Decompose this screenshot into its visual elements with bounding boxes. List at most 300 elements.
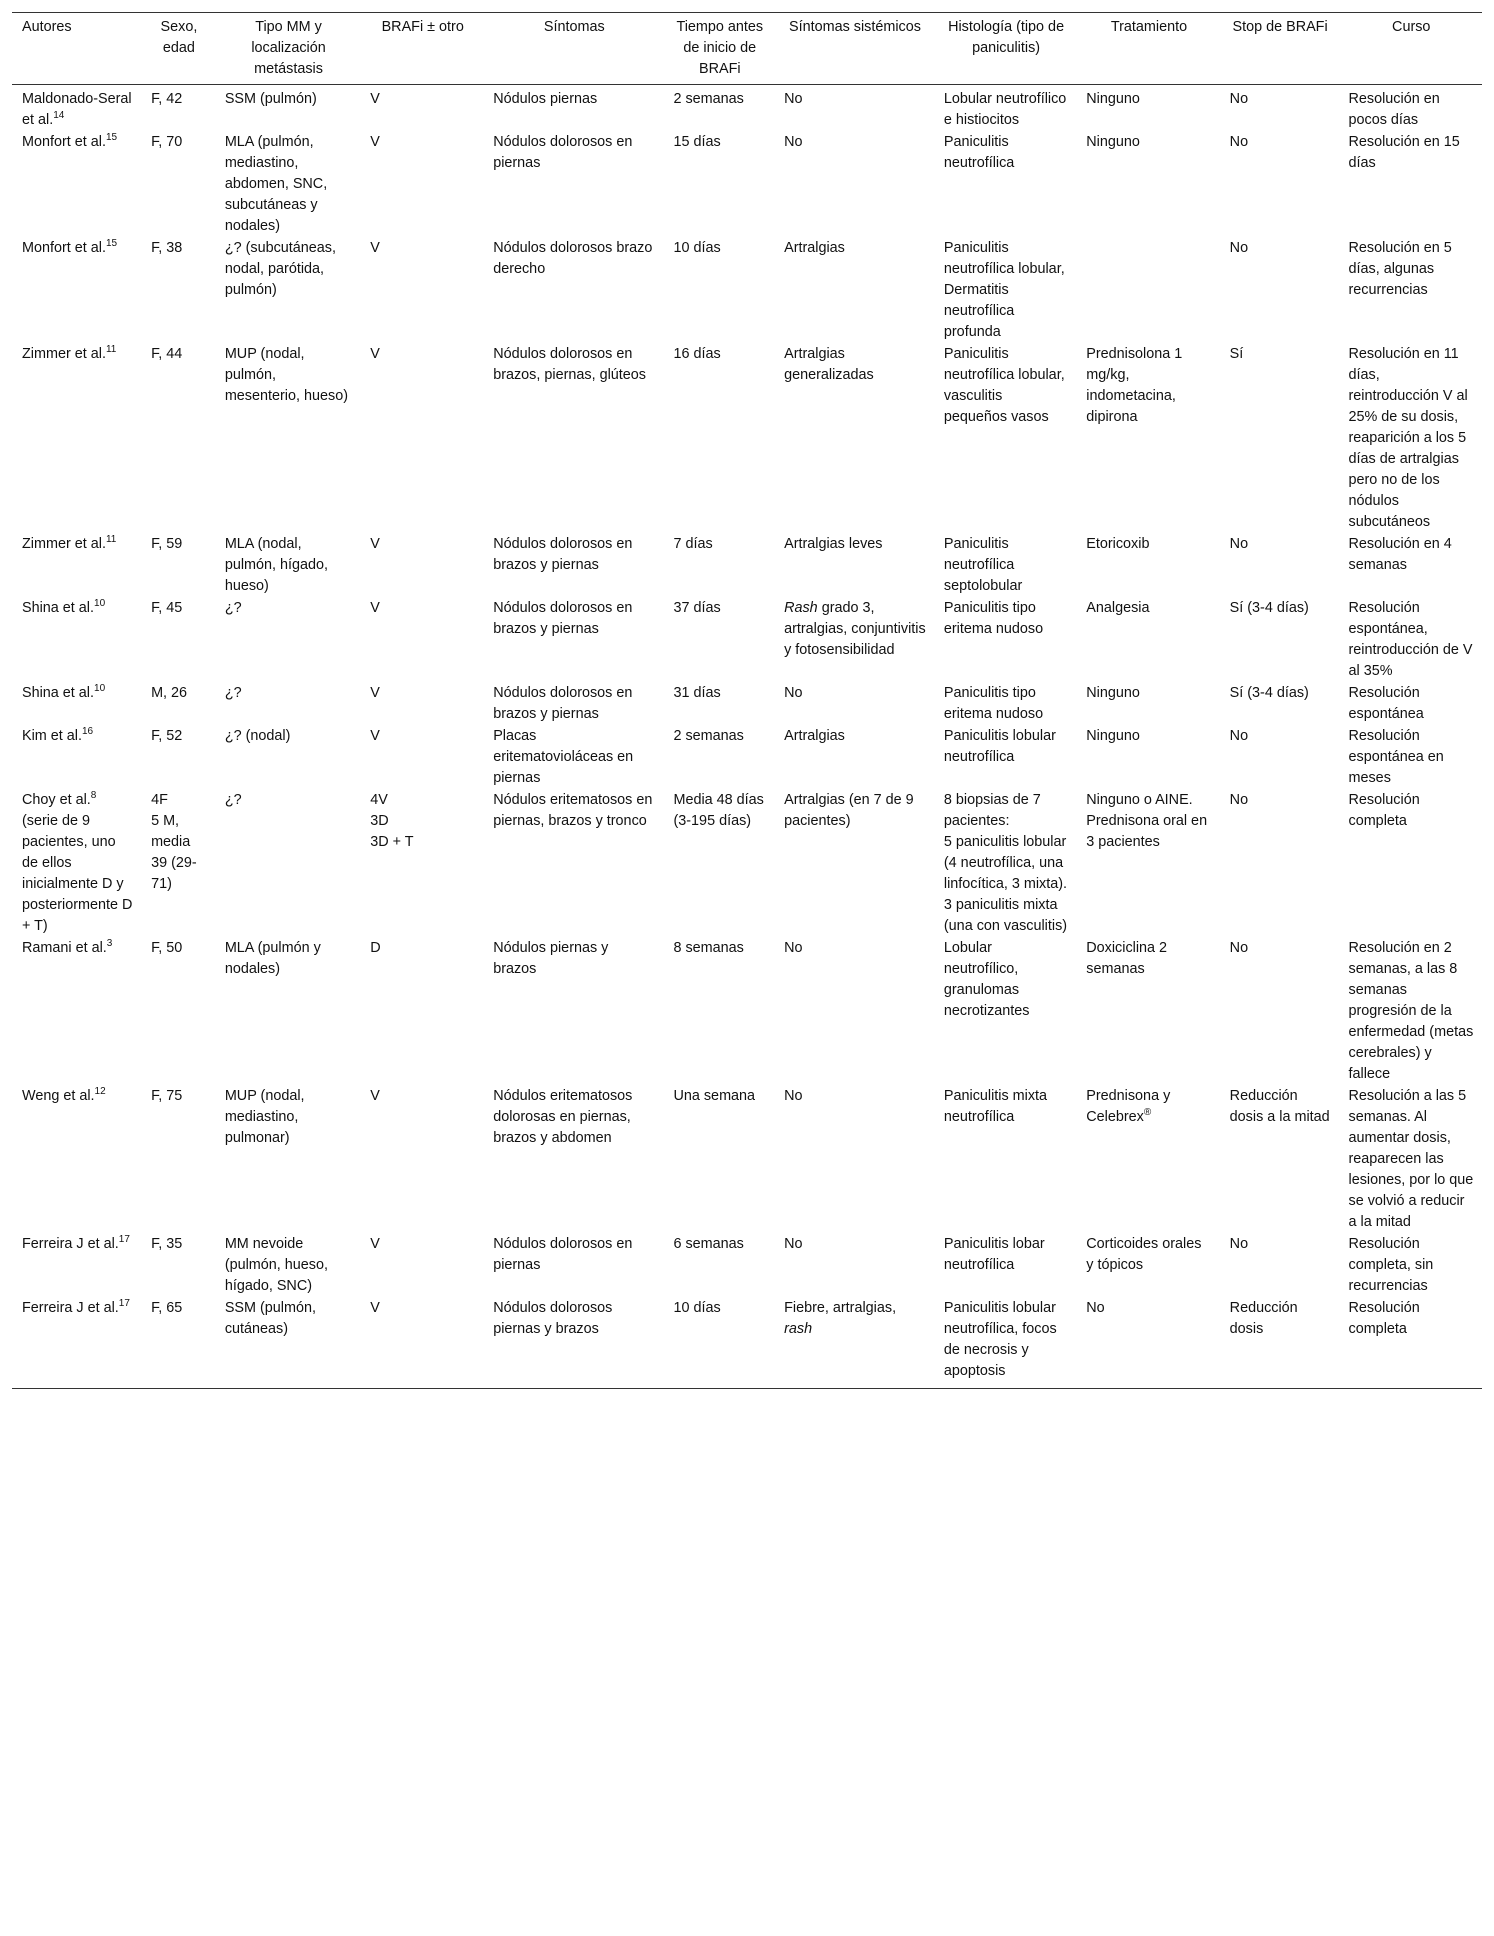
cell-sex-age	[141, 597, 215, 682]
cell-treatment	[1076, 789, 1219, 937]
symptoms-value: Nódulos dolorosos en piernas	[493, 1236, 633, 1273]
header-sex-age: Sexo, edad	[141, 13, 215, 85]
reference-number: 14	[53, 110, 65, 122]
mm-type-value: SSM (pulmón, cutáneas)	[224, 1300, 316, 1337]
table-row	[12, 1297, 1482, 1389]
cell-treatment	[1076, 597, 1219, 682]
symptoms-value: Nódulos dolorosos en brazos y piernas	[493, 536, 633, 573]
course-value: Resolución espontánea, reintroducción de V al 35%	[1348, 600, 1473, 679]
systemic-value: No	[784, 91, 803, 107]
cell-course	[1339, 725, 1483, 789]
cell-histology	[934, 725, 1076, 789]
author-name: Zimmer et al.	[22, 346, 106, 362]
author-name: Ferreira J et al.	[22, 1300, 119, 1316]
cell-mm-type	[215, 789, 360, 937]
systemic-value: Artralgias	[784, 728, 845, 744]
stop-value: No	[1229, 940, 1249, 956]
table-row	[12, 1233, 1482, 1297]
registered-mark: ®	[1143, 1107, 1152, 1119]
histology-value: Paniculitis lobar neutrofílica	[943, 1236, 1045, 1273]
cell-mm-type	[215, 1297, 360, 1389]
reference-number: 10	[94, 598, 106, 610]
treatment-value: Ninguno	[1086, 728, 1140, 744]
stop-value: No	[1229, 240, 1249, 256]
cell-authors	[12, 1297, 141, 1389]
symptoms-value: Nódulos dolorosos en brazos y piernas	[493, 685, 633, 722]
sex-age-value: F, 42	[151, 91, 183, 107]
systemic-emphasis: Rash	[784, 600, 818, 616]
cell-time	[663, 682, 774, 725]
brafi-value: V	[370, 728, 380, 744]
cell-time	[663, 937, 774, 1085]
cell-stop	[1220, 1297, 1339, 1389]
table-row	[12, 131, 1482, 237]
cell-treatment	[1076, 131, 1219, 237]
cell-treatment	[1076, 937, 1219, 1085]
cell-course	[1339, 533, 1483, 597]
header-authors: Autores	[12, 13, 141, 85]
cell-symptoms	[483, 725, 663, 789]
histology-value: Paniculitis lobular neutrofílica	[943, 728, 1056, 765]
table-row	[12, 533, 1482, 597]
systemic-value: Artralgias	[784, 240, 845, 256]
sex-age-value: M, 26	[151, 685, 188, 701]
systemic-value: No	[784, 134, 803, 150]
time-value: 2 semanas	[673, 91, 744, 107]
cell-systemic	[774, 131, 934, 237]
stop-value: No	[1229, 91, 1249, 107]
systemic-value: grado 3, artralgias, conjuntivitis y fotosensibilidad	[784, 600, 926, 658]
symptoms-value: Nódulos dolorosos piernas y brazos	[493, 1300, 613, 1337]
sex-age-value: F, 35	[151, 1236, 183, 1252]
cell-authors	[12, 725, 141, 789]
cell-stop	[1220, 725, 1339, 789]
symptoms-value: Nódulos eritematosos dolorosas en piernas, brazos y abdomen	[493, 1088, 633, 1146]
author-name: Weng et al.	[22, 1088, 95, 1104]
cell-stop	[1220, 237, 1339, 343]
mm-type-value: MLA (pulmón, mediastino, abdomen, SNC, subcutáneas y nodales)	[224, 134, 328, 234]
brafi-value: V	[370, 346, 380, 362]
cell-sex-age	[141, 682, 215, 725]
author-name: Kim et al.	[22, 728, 82, 744]
cell-histology	[934, 789, 1076, 937]
sex-age-value: 4F 5 M, media 39 (29-71)	[151, 792, 197, 892]
reference-number: 17	[118, 1298, 130, 1310]
cell-authors	[12, 789, 141, 937]
sex-age-value: F, 44	[151, 346, 183, 362]
course-value: Resolución en pocos días	[1348, 91, 1440, 128]
cell-time	[663, 343, 774, 533]
sex-age-value: F, 65	[151, 1300, 183, 1316]
cell-symptoms	[483, 789, 663, 937]
stop-value: Reducción dosis	[1229, 1300, 1298, 1337]
cell-histology	[934, 597, 1076, 682]
cell-course	[1339, 937, 1483, 1085]
symptoms-value: Nódulos eritematosos en piernas, brazos y tronco	[493, 792, 653, 829]
histology-value: Paniculitis mixta neutrofílica	[943, 1088, 1048, 1125]
symptoms-value: Placas eritematovioláceas en piernas	[493, 728, 634, 786]
treatment-value: Ninguno	[1086, 685, 1140, 701]
brafi-value: 4V 3D 3D + T	[370, 792, 414, 850]
cell-course	[1339, 1233, 1483, 1297]
brafi-value: D	[370, 940, 381, 956]
cell-brafi	[360, 1233, 483, 1297]
cell-stop	[1220, 1233, 1339, 1297]
brafi-value: V	[370, 600, 380, 616]
cell-time	[663, 1297, 774, 1389]
cell-brafi	[360, 597, 483, 682]
cell-histology	[934, 682, 1076, 725]
treatment-value: Prednisolona 1 mg/kg, indometacina, dipirona	[1086, 346, 1183, 425]
cell-sex-age	[141, 1085, 215, 1233]
cell-authors	[12, 343, 141, 533]
cell-time	[663, 131, 774, 237]
systemic-value: Artralgias (en 7 de 9 pacientes)	[784, 792, 914, 829]
course-value: Resolución en 2 semanas, a las 8 semanas progresión de la enfermedad (metas cerebrales) y fallece	[1348, 940, 1474, 1082]
cell-sex-age	[141, 1233, 215, 1297]
cell-symptoms	[483, 533, 663, 597]
brafi-value: V	[370, 1236, 380, 1252]
cell-course	[1339, 789, 1483, 937]
cell-brafi	[360, 682, 483, 725]
symptoms-value: Nódulos dolorosos brazo derecho	[493, 240, 653, 277]
cell-systemic	[774, 533, 934, 597]
cell-treatment	[1076, 1233, 1219, 1297]
cell-mm-type	[215, 237, 360, 343]
stop-value: Reducción dosis a la mitad	[1229, 1088, 1330, 1125]
table-row	[12, 682, 1482, 725]
cell-authors	[12, 237, 141, 343]
header-stop: Stop de BRAFi	[1220, 13, 1339, 85]
cell-systemic	[774, 343, 934, 533]
time-value: Una semana	[673, 1088, 756, 1104]
mm-type-value: ¿? (nodal)	[224, 728, 291, 744]
cell-course	[1339, 343, 1483, 533]
mm-type-value: MUP (nodal, mediastino, pulmonar)	[224, 1088, 305, 1146]
stop-value: Sí (3-4 días)	[1229, 600, 1309, 616]
table-row	[12, 85, 1482, 132]
histology-value: Paniculitis neutrofílica lobular, vasculitis pequeños vasos	[943, 346, 1065, 425]
table-row	[12, 597, 1482, 682]
treatment-value: Etoricoxib	[1086, 536, 1150, 552]
cell-time	[663, 85, 774, 132]
time-value: 16 días	[673, 346, 721, 362]
cell-brafi	[360, 789, 483, 937]
sex-age-value: F, 70	[151, 134, 183, 150]
cell-mm-type	[215, 343, 360, 533]
cell-sex-age	[141, 725, 215, 789]
mm-type-value: ¿? (subcutáneas, nodal, parótida, pulmón)	[224, 240, 337, 298]
course-value: Resolución en 5 días, algunas recurrencias	[1348, 240, 1452, 298]
treatment-value: Ninguno	[1086, 134, 1140, 150]
course-value: Resolución en 15 días	[1348, 134, 1460, 171]
table-row	[12, 725, 1482, 789]
cell-histology	[934, 533, 1076, 597]
treatment-value: No	[1086, 1300, 1105, 1316]
course-value: Resolución en 11 días, reintroducción V al 25% de su dosis, reaparición a los 5 días de artralgias pero no de los nódulos subcutáneos	[1348, 346, 1468, 530]
cell-brafi	[360, 343, 483, 533]
cell-course	[1339, 1297, 1483, 1389]
treatment-value: Corticoides orales y tópicos	[1086, 1236, 1202, 1273]
table-header	[12, 13, 1482, 85]
cell-time	[663, 1085, 774, 1233]
author-name: Monfort et al.	[22, 240, 106, 256]
cell-symptoms	[483, 1085, 663, 1233]
cell-histology	[934, 937, 1076, 1085]
histology-value: Paniculitis tipo eritema nudoso	[943, 685, 1044, 722]
header-histology: Histología (tipo de paniculitis)	[934, 13, 1076, 85]
treatment-value: Analgesia	[1086, 600, 1150, 616]
author-name: Ramani et al.	[22, 940, 107, 956]
cell-stop	[1220, 937, 1339, 1085]
cell-sex-age	[141, 1297, 215, 1389]
time-value: 6 semanas	[673, 1236, 744, 1252]
cell-symptoms	[483, 131, 663, 237]
cell-sex-age	[141, 533, 215, 597]
reference-number: 11	[105, 534, 117, 546]
cell-course	[1339, 85, 1483, 132]
cell-systemic	[774, 725, 934, 789]
mm-type-value: SSM (pulmón)	[224, 91, 317, 107]
cell-histology	[934, 237, 1076, 343]
mm-type-value: MUP (nodal, pulmón, mesenterio, hueso)	[224, 346, 348, 404]
cell-symptoms	[483, 597, 663, 682]
cell-systemic	[774, 597, 934, 682]
systemic-value: No	[784, 1236, 803, 1252]
cell-treatment	[1076, 725, 1219, 789]
reference-number: 12	[94, 1086, 106, 1098]
sex-age-value: F, 38	[151, 240, 183, 256]
symptoms-value: Nódulos piernas	[493, 91, 598, 107]
cell-symptoms	[483, 343, 663, 533]
cell-authors	[12, 937, 141, 1085]
sex-age-value: F, 50	[151, 940, 183, 956]
table-row	[12, 1085, 1482, 1233]
cell-systemic	[774, 1297, 934, 1389]
cell-time	[663, 725, 774, 789]
brafi-value: V	[370, 240, 380, 256]
cell-treatment	[1076, 1297, 1219, 1389]
cell-treatment	[1076, 237, 1219, 343]
mm-type-value: MLA (nodal, pulmón, hígado, hueso)	[224, 536, 329, 594]
author-note: (serie de 9 pacientes, uno de ellos inicialmente D y posteriormente D + T)	[22, 813, 133, 934]
cell-systemic	[774, 937, 934, 1085]
cell-authors	[12, 1085, 141, 1233]
cell-symptoms	[483, 1233, 663, 1297]
author-name: Shina et al.	[22, 600, 95, 616]
cell-treatment	[1076, 85, 1219, 132]
cell-histology	[934, 343, 1076, 533]
author-name: Zimmer et al.	[22, 536, 106, 552]
cell-sex-age	[141, 237, 215, 343]
cell-mm-type	[215, 85, 360, 132]
cell-histology	[934, 1085, 1076, 1233]
brafi-value: V	[370, 134, 380, 150]
author-name: Ferreira J et al.	[22, 1236, 119, 1252]
time-value: Media 48 días (3-195 días)	[673, 792, 764, 829]
cell-course	[1339, 682, 1483, 725]
cell-histology	[934, 1297, 1076, 1389]
time-value: 37 días	[673, 600, 721, 616]
treatment-value: Doxiciclina 2 semanas	[1086, 940, 1168, 977]
cell-authors	[12, 597, 141, 682]
cell-mm-type	[215, 682, 360, 725]
brafi-value: V	[370, 1300, 380, 1316]
histology-value: Paniculitis tipo eritema nudoso	[943, 600, 1044, 637]
sex-age-value: F, 52	[151, 728, 183, 744]
reference-number: 3	[106, 938, 113, 950]
cell-sex-age	[141, 789, 215, 937]
reference-number: 10	[94, 683, 106, 695]
header-systemic: Síntomas sistémicos	[774, 13, 934, 85]
course-value: Resolución a las 5 semanas. Al aumentar dosis, reaparecen las lesiones, por lo que se volvió a reducir a la mitad	[1348, 1088, 1474, 1230]
header-row	[12, 13, 1482, 85]
mm-type-value: ¿?	[224, 600, 242, 616]
cell-treatment	[1076, 533, 1219, 597]
symptoms-value: Nódulos dolorosos en brazos y piernas	[493, 600, 633, 637]
cell-time	[663, 533, 774, 597]
course-value: Resolución completa	[1348, 1300, 1420, 1337]
cell-brafi	[360, 725, 483, 789]
header-mm-type: Tipo MM y localización metástasis	[215, 13, 360, 85]
header-treatment: Tratamiento	[1076, 13, 1219, 85]
cell-mm-type	[215, 533, 360, 597]
time-value: 7 días	[673, 536, 713, 552]
header-symptoms: Síntomas	[483, 13, 663, 85]
cell-time	[663, 1233, 774, 1297]
course-value: Resolución completa, sin recurrencias	[1348, 1236, 1434, 1294]
cell-systemic	[774, 237, 934, 343]
cell-mm-type	[215, 1085, 360, 1233]
cell-authors	[12, 533, 141, 597]
mm-type-value: MLA (pulmón y nodales)	[224, 940, 321, 977]
histology-value: Paniculitis lobular neutrofílica, focos de necrosis y apoptosis	[943, 1300, 1057, 1379]
cell-brafi	[360, 237, 483, 343]
table-row	[12, 789, 1482, 937]
author-name: Choy et al.	[22, 792, 91, 808]
cell-treatment	[1076, 1085, 1219, 1233]
stop-value: No	[1229, 792, 1249, 808]
cell-sex-age	[141, 131, 215, 237]
brafi-value: V	[370, 1088, 380, 1104]
course-value: Resolución espontánea en meses	[1348, 728, 1444, 786]
cell-systemic	[774, 1085, 934, 1233]
author-name: Maldonado-Seral et al.	[22, 91, 132, 128]
author-name: Monfort et al.	[22, 134, 106, 150]
histology-value: Paniculitis neutrofílica	[943, 134, 1015, 171]
reference-number: 15	[105, 238, 118, 250]
cell-brafi	[360, 1085, 483, 1233]
cell-systemic	[774, 682, 934, 725]
stop-value: No	[1229, 728, 1249, 744]
histology-value: Paniculitis neutrofílica lobular, Dermatitis neutrofílica profunda	[943, 240, 1065, 340]
sex-age-value: F, 75	[151, 1088, 183, 1104]
cell-time	[663, 237, 774, 343]
reference-number: 15	[105, 132, 118, 144]
reference-number: 11	[105, 344, 117, 356]
course-value: Resolución espontánea	[1348, 685, 1424, 722]
mm-type-value: MM nevoide (pulmón, hueso, hígado, SNC)	[224, 1236, 329, 1294]
cell-sex-age	[141, 85, 215, 132]
cell-time	[663, 789, 774, 937]
symptoms-value: Nódulos piernas y brazos	[493, 940, 609, 977]
brafi-value: V	[370, 685, 380, 701]
systemic-value: Artralgias leves	[784, 536, 883, 552]
cell-mm-type	[215, 131, 360, 237]
stop-value: Sí (3-4 días)	[1229, 685, 1309, 701]
table-body	[12, 85, 1482, 1389]
course-value: Resolución en 4 semanas	[1348, 536, 1452, 573]
systemic-value: No	[784, 1088, 803, 1104]
brafi-value: V	[370, 91, 380, 107]
histology-value: Paniculitis neutrofílica septolobular	[943, 536, 1023, 594]
cell-authors	[12, 682, 141, 725]
stop-value: No	[1229, 536, 1249, 552]
cell-course	[1339, 1085, 1483, 1233]
header-brafi: BRAFi ± otro	[360, 13, 483, 85]
histology-value: 8 biopsias de 7 pacientes: 5 paniculitis lobular (4 neutrofílica, una linfocítica, 3 mixta). 3 paniculitis mixta (una con vasculitis)	[943, 792, 1068, 934]
cell-sex-age	[141, 343, 215, 533]
symptoms-value: Nódulos dolorosos en piernas	[493, 134, 633, 171]
cell-course	[1339, 131, 1483, 237]
systemic-value: Artralgias generalizadas	[784, 346, 874, 383]
cell-authors	[12, 131, 141, 237]
cell-brafi	[360, 131, 483, 237]
time-value: 15 días	[673, 134, 721, 150]
cell-systemic	[774, 789, 934, 937]
time-value: 10 días	[673, 1300, 721, 1316]
time-value: 2 semanas	[673, 728, 744, 744]
cell-sex-age	[141, 937, 215, 1085]
cell-stop	[1220, 1085, 1339, 1233]
header-time: Tiempo antes de inicio de BRAFi	[663, 13, 774, 85]
cell-brafi	[360, 1297, 483, 1389]
stop-value: Sí	[1229, 346, 1244, 362]
table-container	[12, 12, 1482, 1389]
stop-value: No	[1229, 134, 1249, 150]
cell-mm-type	[215, 1233, 360, 1297]
cell-symptoms	[483, 1297, 663, 1389]
sex-age-value: F, 45	[151, 600, 183, 616]
table-row	[12, 937, 1482, 1085]
cell-treatment	[1076, 682, 1219, 725]
header-course: Curso	[1339, 13, 1483, 85]
cell-mm-type	[215, 937, 360, 1085]
reference-number: 17	[118, 1234, 130, 1246]
cell-stop	[1220, 533, 1339, 597]
cell-symptoms	[483, 937, 663, 1085]
cell-symptoms	[483, 85, 663, 132]
table-row	[12, 237, 1482, 343]
reference-number: 16	[81, 726, 94, 738]
cell-systemic	[774, 1233, 934, 1297]
author-name: Shina et al.	[22, 685, 95, 701]
cell-mm-type	[215, 597, 360, 682]
cell-histology	[934, 131, 1076, 237]
cell-histology	[934, 85, 1076, 132]
course-value: Resolución completa	[1348, 792, 1420, 829]
sex-age-value: F, 59	[151, 536, 183, 552]
cell-stop	[1220, 597, 1339, 682]
table-row	[12, 343, 1482, 533]
stop-value: No	[1229, 1236, 1249, 1252]
cell-time	[663, 597, 774, 682]
cell-stop	[1220, 682, 1339, 725]
cell-symptoms	[483, 237, 663, 343]
reference-number: 8	[90, 790, 97, 802]
brafi-value: V	[370, 536, 380, 552]
cell-authors	[12, 1233, 141, 1297]
